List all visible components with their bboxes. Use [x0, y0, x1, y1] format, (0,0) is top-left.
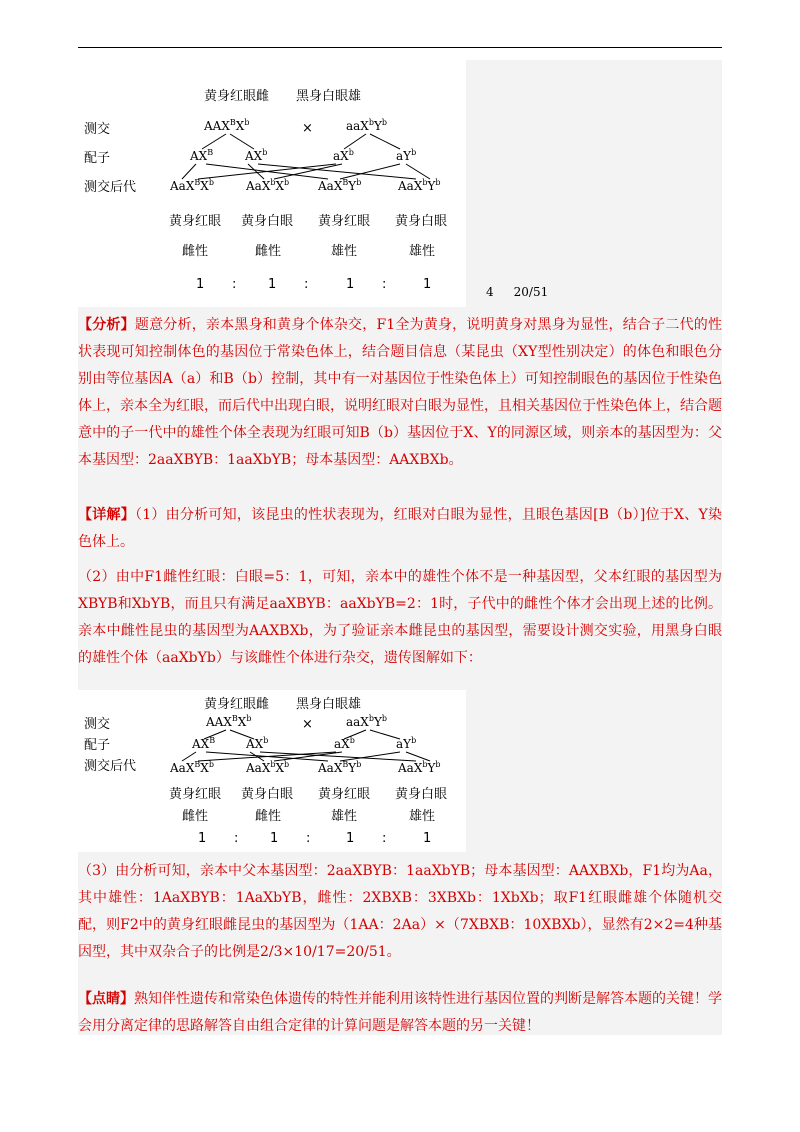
ratio-sep-3: :	[382, 277, 387, 292]
sex-2-4: 雄性	[409, 809, 436, 824]
detail-text-1: （1）由分析可知，该昆虫的性状表现为，红眼对白眼为显性，且眼色基因[B（b）]位于X、Y染色体上。	[78, 507, 722, 550]
analysis-text: 题意分析，亲本黑身和黄身个体杂交，F1全为黄身，说明黄身对黑身为显性，结合子二代的性状表现可知控制体色的基因位于常染色体上，结合题目信息（某昆虫（XY型性别决定）的体色和眼色分别由等位基因A（a）和B（b）控制，其中有一对基因位于性染色体上）可知控制眼色的基因位于性染色体上，亲本全为红眼，而后代中出现白眼，说明红眼对白眼为显性，且相关基因位于性染色体上，结合题意中的子一代中的雄性个体全表现为红眼可知B（b）基因位于X、Y的同源区域，则亲本的基因型为：父本基因型：2aaXBYB：1aaXbYB；母本基因型：AAXBXb。	[78, 317, 723, 468]
ratio-1: 1	[196, 277, 205, 292]
cross-arrows-1	[182, 134, 430, 179]
comment-text: 熟知伴性遗传和常染色体遗传的特性并能利用该特性进行基因位置的判断是解答本题的关键！学会用分离定律的思路解答自由组合定律的计算问题是解答本题的另一关键！	[78, 991, 722, 1034]
phenotype-3: 黄身红眼	[318, 214, 371, 229]
detail-paragraph-2	[78, 564, 722, 672]
sex-4: 雄性	[409, 244, 436, 259]
ratio-2-3: 1	[346, 831, 355, 846]
gamete-2-2: $AX^b$	[246, 736, 269, 751]
detail-text-3: （3）由分析可知，亲本中父本基因型：2aaXBYB：1aaXbYB；母本基因型：AAXBXb，F1均为Aa，其中雄性：1AaXBYB：1AaXbYB，雌性：2XBXB：3XBXb：1XbXb；取F1红眼雌雄个体随机交配，则F2中的黄身红眼雌昆虫的基因型为（1AA：2Aa）×（7XBXB：10XBXb），显然有2×2=4种基因型，其中双杂合子的比例是2/3×10/17=20/51。	[78, 863, 722, 960]
detail-tag: 【详解】	[78, 507, 135, 523]
offspring-2: $AaX^bX^b$	[246, 178, 290, 193]
phenotype-2-4: 黄身白眼	[395, 787, 448, 802]
sex-1: 雌性	[182, 244, 209, 259]
gamete-2-3: $aX^b$	[334, 736, 355, 751]
row-label-offspring-2: 测交后代	[84, 759, 137, 774]
row-label-gametes-2: 配子	[84, 738, 111, 753]
row-label-testcross-2: 测交	[84, 717, 111, 732]
phenotype-2: 黄身白眼	[241, 214, 294, 229]
analysis-paragraph	[78, 312, 722, 474]
row-label-offspring: 测交后代	[84, 180, 137, 195]
ratio-2-sep-1: :	[234, 831, 239, 846]
header-male: 黑身白眼雄	[296, 89, 362, 104]
sex-2-3: 雄性	[331, 809, 358, 824]
genetic-cross-diagram-1	[78, 60, 466, 307]
ratio-2: 1	[268, 277, 277, 292]
ratio-2-2: 1	[270, 831, 279, 846]
offspring-4: $AaX^bY^b$	[398, 178, 441, 193]
detail-text-2: （2）由中F1雌性红眼：白眼=5：1，可知，亲本中的雄性个体不是一种基因型，父本红眼的基因型为XBYB和XbYB，而且只有满足aaXBYB：aaXbYB=2：1时，子代中的雌性个体才会出现上述的比例。亲本中雌性昆虫的基因型为AAXBXb，为了验证亲本雌昆虫的基因型，需要设计测交实验，用黑身白眼的雄性个体（aaXbYb）与该雌性个体进行杂交，遗传图解如下：	[78, 569, 722, 666]
gamete-4: $aY^b$	[396, 148, 417, 163]
row-label-gametes: 配子	[84, 151, 111, 166]
cross-diagram-svg-1	[78, 60, 466, 307]
offspring-2-3: $AaX^BY^b$	[318, 760, 362, 775]
offspring-1: $AaX^BX^b$	[170, 178, 214, 193]
cross-symbol: ×	[302, 121, 313, 136]
parent-male-genotype-2: $aaX^bY^b$	[346, 714, 388, 729]
page-number-right: 20/51	[513, 285, 549, 299]
phenotype-4: 黄身白眼	[395, 214, 448, 229]
ratio-2-sep-3: :	[382, 831, 387, 846]
detail-paragraph-3	[78, 858, 722, 966]
genetic-cross-diagram-2	[78, 690, 466, 852]
cross-arrows-2	[182, 730, 430, 761]
phenotype-1: 黄身红眼	[169, 214, 222, 229]
phenotype-2-3: 黄身红眼	[318, 787, 371, 802]
parent-male-genotype: $aaX^bY^b$	[346, 118, 388, 133]
analysis-tag: 【分析】	[78, 317, 135, 333]
header-rule	[78, 47, 722, 48]
offspring-2-2: $AaX^bX^b$	[246, 760, 290, 775]
ratio-3: 1	[346, 277, 355, 292]
header-female: 黄身红眼雌	[204, 89, 270, 104]
ratio-sep-2: :	[304, 277, 309, 292]
ratio-sep-1: :	[232, 277, 237, 292]
offspring-2-4: $AaX^bY^b$	[398, 760, 441, 775]
ratio-2-sep-2: :	[306, 831, 311, 846]
offspring-3: $AaX^BY^b$	[318, 178, 362, 193]
offspring-2-1: $AaX^BX^b$	[170, 760, 214, 775]
parent-female-genotype: $AAX^BX^b$	[204, 118, 250, 133]
gamete-2-1: $AX^B$	[192, 736, 216, 751]
ratio-2-1: 1	[198, 831, 207, 846]
cross-symbol-2: ×	[302, 717, 313, 732]
gamete-2: $AX^b$	[245, 148, 268, 163]
sex-2-2: 雌性	[255, 809, 282, 824]
comment-tag: 【点睛】	[78, 991, 134, 1007]
gamete-2-4: $aY^b$	[396, 736, 417, 751]
page-number	[486, 285, 568, 299]
ratio-4: 1	[423, 277, 432, 292]
row-label-testcross: 测交	[84, 122, 111, 137]
phenotype-2-2: 黄身白眼	[241, 787, 294, 802]
gamete-1: $AX^B$	[190, 148, 214, 163]
cross-diagram-svg-2	[78, 690, 466, 852]
sex-2: 雌性	[255, 244, 282, 259]
comment-paragraph	[78, 986, 722, 1040]
ratio-2-4: 1	[423, 831, 432, 846]
sex-3: 雄性	[331, 244, 358, 259]
header-male-2: 黑身白眼雄	[296, 697, 362, 712]
page-number-left: 4	[486, 285, 494, 299]
detail-paragraph-1	[78, 502, 722, 556]
gamete-3: $aX^b$	[333, 148, 354, 163]
sex-2-1: 雌性	[182, 809, 209, 824]
header-female-2: 黄身红眼雌	[204, 697, 270, 712]
phenotype-2-1: 黄身红眼	[169, 787, 222, 802]
parent-female-genotype-2: $AAX^BX^b$	[206, 714, 252, 729]
